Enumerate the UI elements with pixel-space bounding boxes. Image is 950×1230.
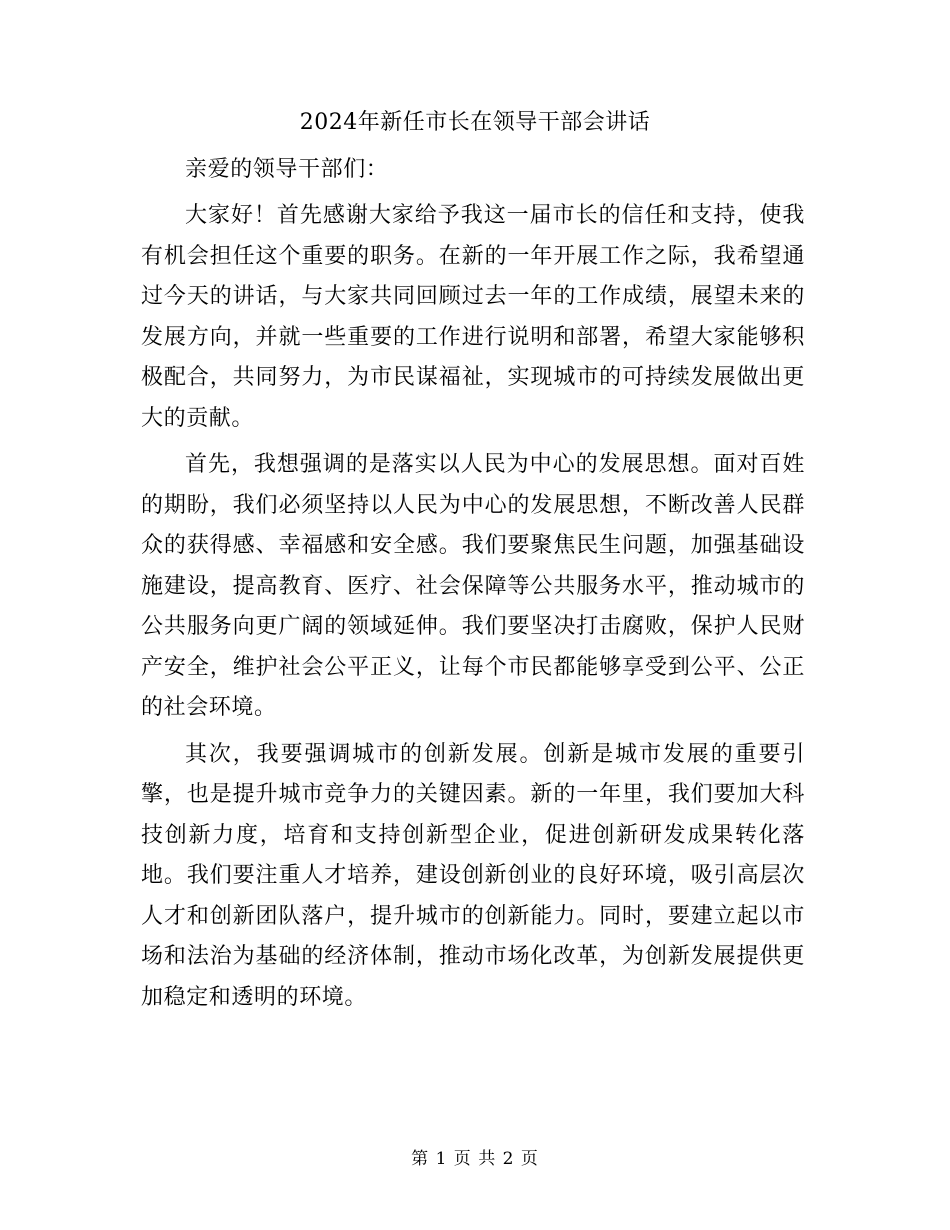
salutation: 亲爱的领导干部们： [185,157,389,182]
page-number-footer: 第 1 页 共 2 页 [411,1149,539,1169]
paragraph-1: 大家好！首先感谢大家给予我这一届市长的信任和支持，使我有机会担任这个重要的职务。在新的一年开展工作之际，我希望通过今天的讲话，与大家共同回顾过去一年的工作成绩，展望未来的发展方向，并就一些重要的工作进行说明和部署，希望大家能够积极配合，共同努力，为市民谋福祉，实现城市的可持续发展做出更大的贡献。 [141,203,805,431]
paragraph-3: 其次，我要强调城市的创新发展。创新是城市发展的重要引擎，也是提升城市竞争力的关键因素。新的一年里，我们要加大科技创新力度，培育和支持创新型企业，促进创新研发成果转化落地。我们要注重人才培养，建设创新创业的良好环境，吸引高层次人才和创新团队落户，提升城市的创新能力。同时，要建立起以市场和法治为基础的经济体制，推动市场化改革，为创新发展提供更加稳定和透明的环境。 [141,741,805,1010]
document-body [141,150,805,1018]
document-title: 2024年新任市长在领导干部会讲话 [299,110,651,135]
paragraph-2: 首先，我想强调的是落实以人民为中心的发展思想。面对百姓的期盼，我们必须坚持以人民为中心的发展思想，不断改善人民群众的获得感、幸福感和安全感。我们要聚焦民生问题，加强基础设施建设，提高教育、医疗、社会保障等公共服务水平，推动城市的公共服务向更广阔的领域延伸。我们要坚决打击腐败，保护人民财产安全，维护社会公平正义，让每个市民都能够享受到公平、公正的社会环境。 [141,452,805,720]
